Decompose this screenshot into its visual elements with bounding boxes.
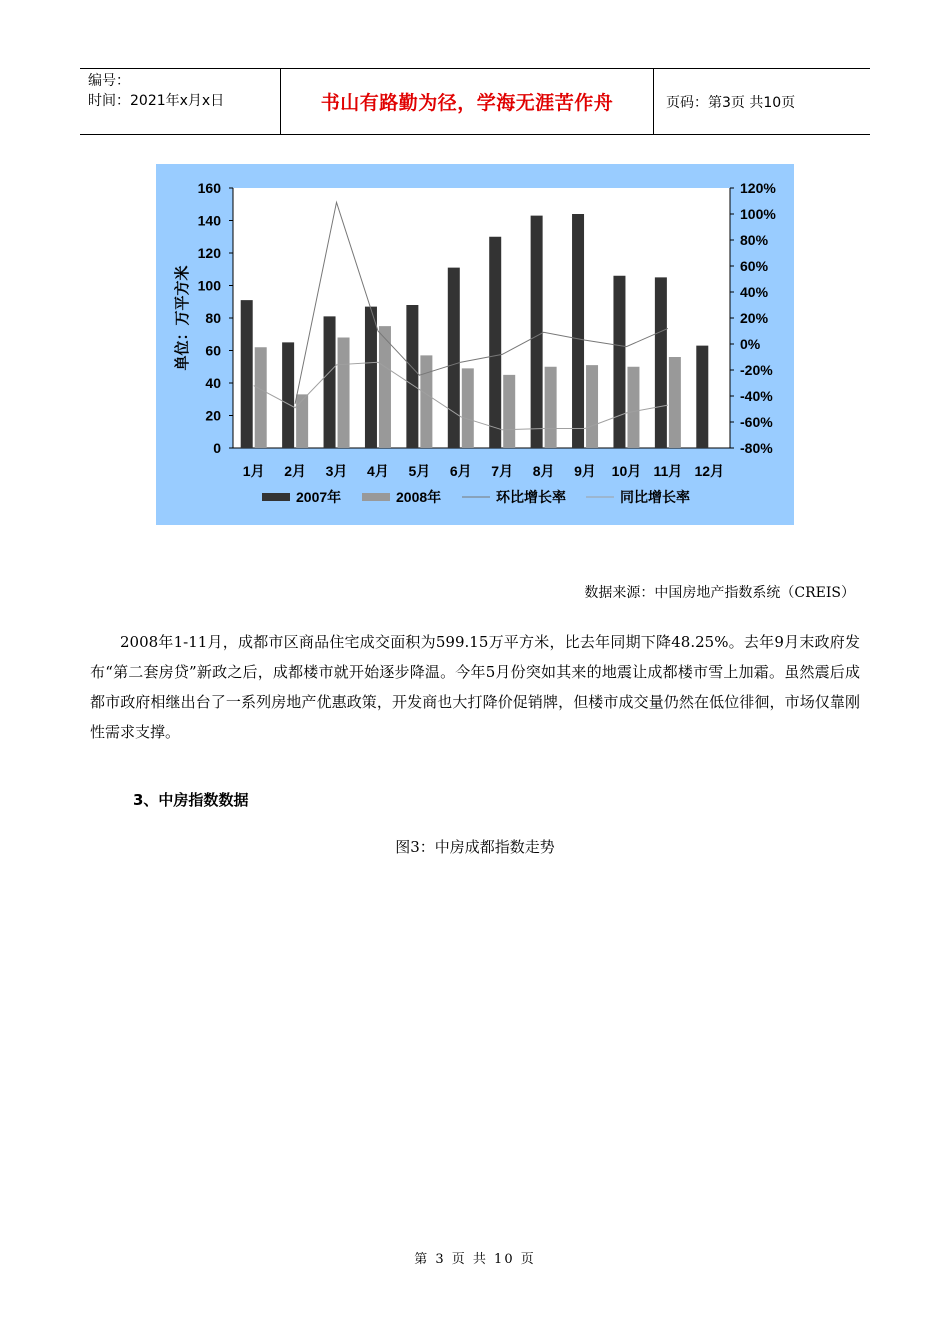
- bar-2007: [572, 214, 584, 448]
- figure-caption: 图3：中房成都指数走势: [395, 838, 555, 856]
- y2-tick-label: 0%: [740, 336, 761, 352]
- bar-2007: [448, 268, 460, 448]
- x-tick-label: 4月: [367, 463, 389, 479]
- bar-2008: [503, 375, 515, 448]
- page-footer: 第 3 页 共 10 页: [414, 1252, 536, 1267]
- y2-tick-label: 80%: [740, 232, 769, 248]
- y-tick-label: 20: [205, 407, 221, 424]
- x-tick-label: 1月: [242, 463, 265, 479]
- x-tick-label: 11月: [653, 463, 683, 479]
- x-tick-label: 7月: [491, 463, 514, 479]
- bar-2008: [420, 355, 432, 448]
- legend-label-mom: 环比增长率: [496, 489, 566, 505]
- bar-2008: [586, 365, 598, 448]
- bar-2007: [613, 276, 625, 448]
- y-tick-label: 100: [197, 277, 221, 294]
- bar-2008: [627, 367, 639, 448]
- body-text: 2008年1-11月，成都市区商品住宅成交面积为599.15万平方米，比去年同期下降48.25%。去年9月末政府发布“第二套房贷”新政之后，成都楼市就开始逐步降温。今年5月份突如其来的地震让成都楼市雪上加霜。虽然震后成都市政府相继出台了一系列房地产优惠政策，开发商也大打降价促销牌，但楼市成交量仍然在低位徘徊，市场仅靠刚性需求支撑。: [90, 633, 860, 741]
- legend-swatch-2008: [362, 493, 390, 501]
- legend-label-2008: 2008年: [396, 489, 442, 505]
- x-tick-label: 5月: [408, 463, 431, 479]
- bar-2007: [531, 216, 543, 448]
- y2-tick-label: 60%: [740, 258, 769, 274]
- y-axis-label: 单位：万平方米: [174, 265, 191, 371]
- x-tick-label: 3月: [325, 463, 348, 479]
- y-tick-label: 0: [213, 440, 221, 456]
- y-tick-label: 40: [205, 375, 221, 391]
- number-label: 编号：: [88, 73, 130, 89]
- header-meta: [80, 69, 281, 134]
- x-tick-label: 6月: [449, 463, 472, 479]
- bar-2008: [545, 367, 557, 448]
- bar-2008: [669, 357, 681, 448]
- bar-2008: [338, 338, 350, 449]
- y-tick-label: 80: [205, 310, 221, 326]
- header-motto: 书山有路勤为径，学海无涯苦作舟: [281, 69, 654, 134]
- x-tick-label: 9月: [574, 463, 596, 479]
- y-tick-label: 60: [205, 342, 221, 359]
- y2-tick-label: 40%: [740, 284, 769, 300]
- y2-tick-label: -60%: [740, 414, 773, 430]
- y-tick-label: 160: [197, 180, 221, 196]
- bar-2007: [365, 307, 377, 448]
- y2-tick-label: 20%: [740, 310, 769, 326]
- area-chart-container: [156, 164, 794, 525]
- data-source: 数据来源：中国房地产指数系统（CREIS）: [584, 585, 855, 601]
- bar-2007: [282, 342, 294, 448]
- date-label: 时间：2021年x月x日: [88, 93, 225, 109]
- bar-2007: [406, 305, 418, 448]
- x-tick-label: 2月: [284, 463, 307, 479]
- bar-2008: [462, 368, 474, 448]
- bar-2007: [241, 300, 253, 448]
- y2-tick-label: 100%: [740, 206, 776, 222]
- x-tick-label: 8月: [532, 463, 555, 479]
- y2-tick-label: -20%: [740, 362, 773, 378]
- section-title: 3、中房指数数据: [133, 791, 249, 809]
- y2-tick-label: -80%: [740, 440, 773, 456]
- bar-2008: [296, 394, 308, 448]
- bar-2008: [379, 326, 391, 448]
- header-page-info: 页码：第3页 共10页: [666, 94, 796, 111]
- bar-2007: [324, 316, 336, 448]
- legend-label-yoy: 同比增长率: [620, 489, 690, 505]
- bar-2007: [696, 346, 708, 448]
- legend-label-2007: 2007年: [296, 489, 342, 505]
- x-tick-label: 12月: [694, 463, 725, 479]
- y2-tick-label: -40%: [740, 388, 773, 404]
- bar-2008: [255, 347, 267, 448]
- x-tick-label: 10月: [611, 463, 642, 479]
- legend-swatch-2007: [262, 493, 290, 501]
- y-tick-label: 120: [197, 245, 221, 261]
- body-paragraph: [90, 627, 860, 747]
- page-header: [80, 68, 870, 135]
- bar-2007: [489, 237, 501, 448]
- y2-tick-label: 120%: [740, 180, 776, 196]
- bar-2007: [655, 277, 667, 448]
- y-tick-label: 140: [197, 212, 221, 229]
- sales-area-chart: [156, 164, 794, 525]
